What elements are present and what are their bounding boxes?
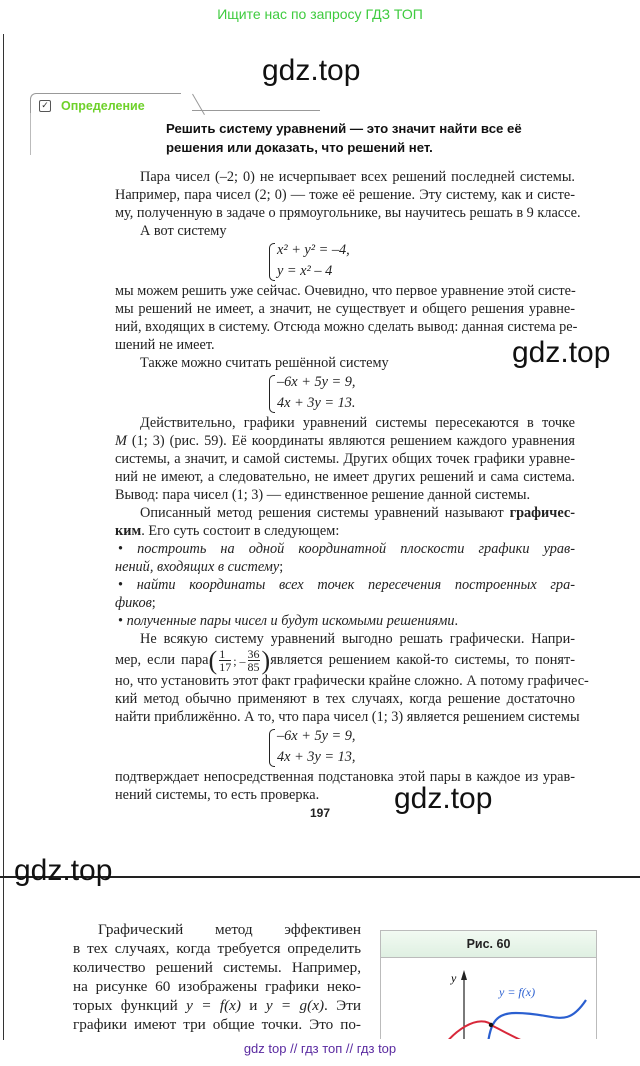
text-segment: Пара чисел (–2; 0) не исчерпывает всех решений последней системы. <box>140 169 575 185</box>
text-segment: • <box>118 541 138 557</box>
definition-text: Решить систему уравнений — это значит найти все её решения или доказать, что решений нет. <box>166 121 522 155</box>
text-segment: ний, входящих в систему. Отсюда можно сделать вывод: данная система ре- <box>115 319 578 335</box>
text-segment: на рисунке 60 изображены графики неко- <box>73 978 361 995</box>
search-hint: Ищите нас по запросу ГДЗ ТОП <box>217 6 423 22</box>
italic-text: фиков <box>115 595 152 611</box>
text-segment: торых функций <box>73 997 187 1014</box>
text-segment: подтверждает непосредственная подстановка этой пары в каждое из урав- <box>115 769 575 785</box>
g-curve <box>391 1021 585 1039</box>
equation-system <box>269 372 575 414</box>
fraction <box>219 648 231 673</box>
text-segment: Действительно, графики уравнений системы пересекаются в точке <box>140 415 575 431</box>
numerator: 1 <box>219 648 231 661</box>
text-segment: Не всякую систему уравнений выгодно решать графически. Напри- <box>140 631 575 647</box>
text-line <box>115 468 575 486</box>
brace-icon <box>269 729 275 767</box>
equation-system <box>269 726 575 768</box>
denominator: 85 <box>247 660 260 675</box>
text-segment: количество решений системы. Например, <box>73 959 361 976</box>
text-segment: шений не имеет. <box>115 337 215 353</box>
text-line <box>115 168 575 186</box>
text-line <box>115 708 580 726</box>
text-line <box>73 1015 361 1034</box>
lower-page-text <box>73 920 361 1034</box>
text-segment: системы, а значит, и самой системы. Других общих точек графики уравне- <box>115 451 575 467</box>
footer-links: gdz top // гдз топ // гдз top <box>0 1040 640 1066</box>
denominator: 17 <box>219 660 232 675</box>
bold-term: графичес- <box>509 505 575 521</box>
text-segment: ; <box>279 559 284 575</box>
f-label: y = f(x) <box>499 985 536 999</box>
text-segment: . Его суть состоит в следующем: <box>141 523 340 539</box>
text-segment: графики имеют три общие точки. Это по- <box>73 1016 361 1033</box>
italic-text: M <box>115 433 127 449</box>
text-line <box>115 768 575 786</box>
text-segment: . <box>454 613 459 629</box>
italic-text: полученные пары чисел и будут искомыми решениями <box>126 613 455 629</box>
text-segment: Также можно считать решённой систему <box>140 355 389 371</box>
text-line <box>115 336 575 354</box>
text-line <box>115 522 575 540</box>
function-graph <box>381 958 596 1039</box>
paren: ( <box>208 645 218 675</box>
text-line <box>73 977 361 996</box>
italic-text: нений, входящих в систему <box>115 559 280 575</box>
text-segment: му, полученную в задаче о прямоугольнике, вы научитесь решать в 9 классе. <box>115 205 581 221</box>
brace-icon <box>269 375 275 413</box>
text-line <box>73 958 361 977</box>
text-segment: А вот систему <box>140 223 227 239</box>
text-line <box>115 786 575 804</box>
text-line <box>115 204 581 222</box>
text-segment: (1; 3) (рис. 59). Её координаты являются решением каждого уравнения <box>126 433 575 449</box>
equation: –6x + 5y = 9, <box>277 728 356 744</box>
text-segment: • <box>118 577 137 593</box>
text-line <box>115 300 575 318</box>
watermark: gdz.top <box>14 854 113 887</box>
watermark: gdz.top <box>394 782 493 815</box>
text-segment: найти приближённо. А то, что пара чисел (1; 3) является решением системы <box>115 709 580 725</box>
body-text <box>115 168 589 804</box>
f-curve-right <box>486 1000 586 1039</box>
fraction <box>248 648 260 673</box>
italic-text: y = f(x) <box>186 997 241 1014</box>
y-axis-label: y <box>451 971 457 985</box>
equation: x² + y² = –4, <box>277 242 350 258</box>
intersection-point <box>489 1023 493 1027</box>
text-line <box>115 576 575 594</box>
watermark: gdz.top <box>512 336 611 369</box>
separator: ; – <box>233 653 246 668</box>
text-segment: ; <box>151 595 156 611</box>
equation: 4x + 3y = 13, <box>277 749 356 765</box>
text-line <box>115 690 575 708</box>
figure-title: Рис. 60 <box>381 931 596 958</box>
y-axis-arrow-icon <box>461 970 467 980</box>
fraction-pair <box>208 645 271 675</box>
text-segment: и <box>240 997 266 1014</box>
text-segment: в тех случаях, когда требуется определить <box>73 940 361 957</box>
text-line <box>115 432 575 450</box>
text-line <box>115 414 575 432</box>
text-segment: • <box>118 613 127 629</box>
text-line <box>73 939 361 958</box>
text-segment: Вывод: пара чисел (1; 3) — единственное решение данной системы. <box>115 487 531 503</box>
text-segment: нений системы, то есть проверка. <box>115 787 320 803</box>
text-segment: мер, если пара <box>115 652 209 668</box>
text-line <box>115 222 575 240</box>
text-line <box>73 920 361 939</box>
text-line <box>73 996 361 1015</box>
text-line <box>115 672 589 690</box>
text-line <box>115 354 575 372</box>
checkbox-icon: ✓ <box>39 100 51 112</box>
definition-label: Определение <box>61 99 145 113</box>
text-line <box>115 540 575 558</box>
text-segment: но, что установить этот факт графически крайне сложно. А потому графичес- <box>115 673 589 689</box>
text-line <box>115 645 575 675</box>
figure-60 <box>380 930 597 1039</box>
brace-icon <box>269 243 275 281</box>
text-segment: ний не имеют, а следовательно, не имеет других решений и сама система. <box>115 469 575 485</box>
page-number: 197 <box>309 806 331 820</box>
text-segment: Например, пара чисел (2; 0) — тоже её решение. Эту систему, как и систе- <box>115 187 575 203</box>
text-segment: мы решений не имеет, а значит, не существует и общего решения уравне- <box>115 301 575 317</box>
equation: 4x + 3y = 13. <box>277 395 356 411</box>
text-line <box>115 594 575 612</box>
text-line <box>115 318 578 336</box>
text-line <box>115 282 575 300</box>
text-segment: . Эти <box>324 997 361 1014</box>
italic-text: y = g(x) <box>265 997 324 1014</box>
text-segment: Графический метод эффективен <box>98 921 361 938</box>
italic-text: построить на одной координатной плоскости графики урав- <box>137 541 575 557</box>
numerator: 36 <box>247 647 260 662</box>
text-segment: Описанный метод решения системы уравнений называют <box>140 505 510 521</box>
page-border <box>3 34 4 1040</box>
equation-system <box>269 240 575 282</box>
text-segment: является решением какой-то системы, то понят- <box>270 652 575 668</box>
text-line <box>115 612 575 630</box>
text-line <box>115 450 575 468</box>
text-segment: кий метод обычно применяют в тех случаях, когда решение достаточно <box>115 691 575 707</box>
text-line <box>115 486 575 504</box>
text-line <box>115 558 575 576</box>
paren: ) <box>261 645 271 675</box>
text-segment: мы можем решить уже сейчас. Очевидно, что первое уравнение этой систе- <box>115 283 576 299</box>
italic-text: найти координаты всех точек пересечения построенных гра- <box>136 577 575 593</box>
watermark: gdz.top <box>262 54 361 87</box>
text-line <box>115 186 575 204</box>
equation: y = x² – 4 <box>277 263 333 279</box>
text-line <box>115 630 575 648</box>
text-line <box>115 504 575 522</box>
equation: –6x + 5y = 9, <box>277 374 356 390</box>
bold-term: ким <box>115 523 142 539</box>
